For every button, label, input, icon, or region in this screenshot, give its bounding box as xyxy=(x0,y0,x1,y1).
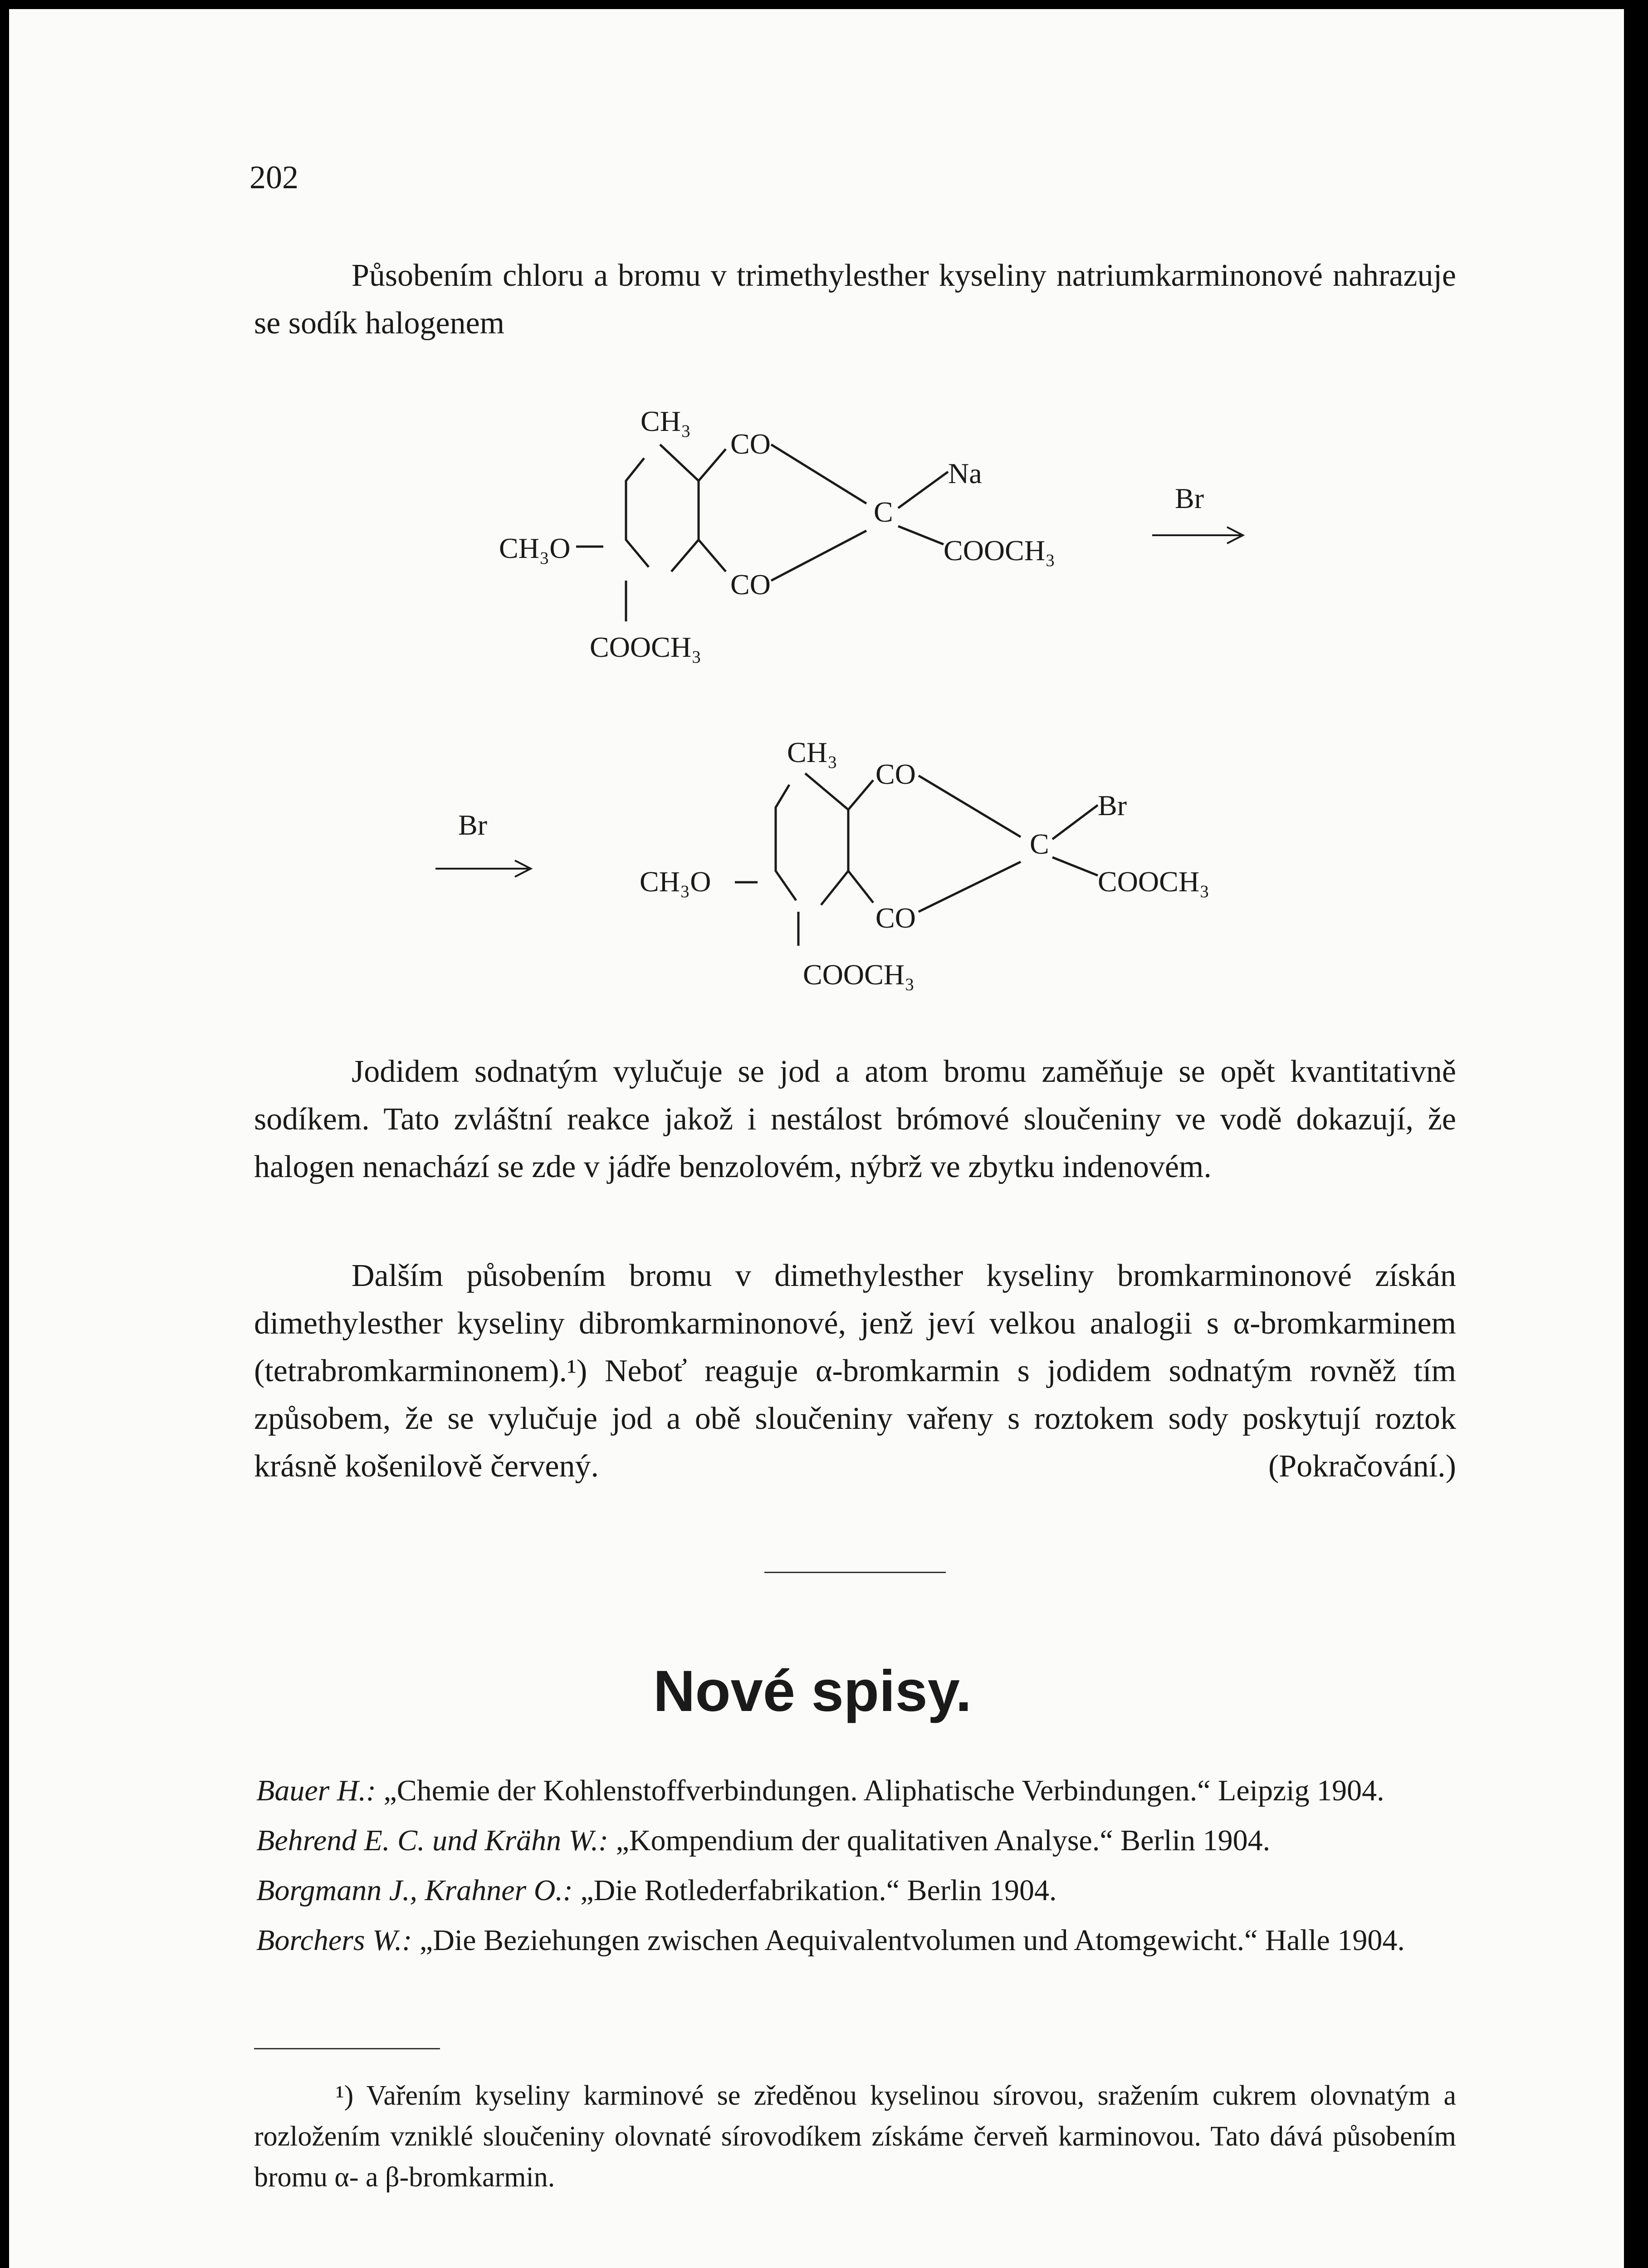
reference-text: „Chemie der Kohlenstoffverbindungen. Aliphatische Verbindungen.“ Leipzig 1904. xyxy=(376,1774,1384,1807)
paragraph-iodide-text: Jodidem sodnatým vylučuje se jod a atom bromu zaměňuje se opět kvantitativně sodíkem. Tato zvláštní reakce jakož i nestálost brómové sloučeniny ve vodě dokazují, že halogen nenachází se zde v jádře benzolovém, nýbrž ve zbytku indenovém. xyxy=(254,1054,1456,1184)
formula2-ch3o: CH₃O xyxy=(640,865,711,898)
formula2-co-bottom: CO xyxy=(875,902,916,934)
formula1-c: C xyxy=(874,496,893,528)
section-title: Nové spisy. xyxy=(653,1659,972,1724)
list-item xyxy=(256,1919,1458,1962)
footnote-divider xyxy=(254,2048,440,2049)
reference-list xyxy=(256,1769,1458,1969)
list-item xyxy=(256,1869,1458,1912)
reference-text: „Die Rotlederfabrikation.“ Berlin 1904. xyxy=(572,1874,1057,1907)
reference-text: „Die Beziehungen zwischen Aequivalentvolumen und Atomgewicht.“ Halle 1904. xyxy=(412,1924,1405,1957)
arrow1-reagent: Br xyxy=(1175,482,1204,514)
formula2-cooch3-ring: COOCH₃ xyxy=(803,958,915,991)
reference-authors: Bauer H.: xyxy=(256,1774,376,1807)
intro-text: Působením chloru a bromu v trimethylesther kyseliny natriumkarminonové nahrazuje se sodík halogenem xyxy=(254,258,1456,341)
formula1-co-bottom: CO xyxy=(730,568,771,601)
formula-bromo-compound xyxy=(640,730,1311,1002)
reaction-arrow-1 xyxy=(1152,476,1252,567)
list-item xyxy=(256,1769,1458,1813)
formula1-na: Na xyxy=(948,457,982,489)
reference-authors: Behrend E. C. und Krähn W.: xyxy=(256,1824,609,1857)
reference-text: „Kompendium der qualitativen Analyse.“ Berlin 1904. xyxy=(608,1824,1271,1857)
formula1-co-top: CO xyxy=(730,428,771,460)
formula2-cooch3-side: COOCH₃ xyxy=(1098,865,1210,898)
reference-authors: Borchers W.: xyxy=(256,1924,412,1957)
footnote xyxy=(254,2075,1456,2198)
formula1-cooch3-ring: COOCH₃ xyxy=(590,631,702,663)
formula-sodium-compound xyxy=(499,390,1225,680)
paragraph-bromination-text: Dalším působením bromu v dimethylesther kyseliny bromkarminonové získán dimethylesther kyseliny dibromkarminonové, jenž jeví velkou analogii s α-bromkarminem (tetrabromkarminonem).¹) Neboť reaguje α-bromkarmin s jodidem sodnatým rovněž tím způsobem, že se vylučuje jod a obě sloučeniny vařeny s roztokem sody poskytují roztok krásně košenilově červený. xyxy=(254,1258,1456,1484)
page-number: 202 xyxy=(249,159,298,196)
formula1-ch3o: CH₃O xyxy=(499,532,571,564)
page xyxy=(9,9,1624,2268)
section-divider xyxy=(764,1572,946,1573)
formula2-co-top: CO xyxy=(875,758,916,790)
formula1-cooch3-side: COOCH₃ xyxy=(944,534,1056,567)
list-item xyxy=(256,1819,1458,1862)
formula2-c: C xyxy=(1030,828,1049,860)
intro-paragraph xyxy=(254,252,1456,347)
formula1-ch3: CH₃ xyxy=(641,405,691,437)
formula2-ch3: CH₃ xyxy=(787,736,838,768)
arrow2-reagent: Br xyxy=(458,809,487,841)
formula2-br: Br xyxy=(1098,789,1127,821)
paragraph-iodide xyxy=(254,1048,1456,1191)
reference-authors: Borgmann J., Krahner O.: xyxy=(256,1874,573,1907)
reaction-arrow-2 xyxy=(435,807,544,894)
footnote-text: ¹) Vařením kyseliny karminové se zředěnou kyselinou sírovou, sražením cukrem olovnatým a rozložením vzniklé sloučeniny olovnaté sírovodíkem získáme červeň karminovou. Tato dává působením bromu α- a β-bromkarmin. xyxy=(254,2080,1456,2193)
continued-note: (Pokračování.) xyxy=(1268,1449,1456,1484)
paragraph-bromination xyxy=(254,1252,1456,1490)
